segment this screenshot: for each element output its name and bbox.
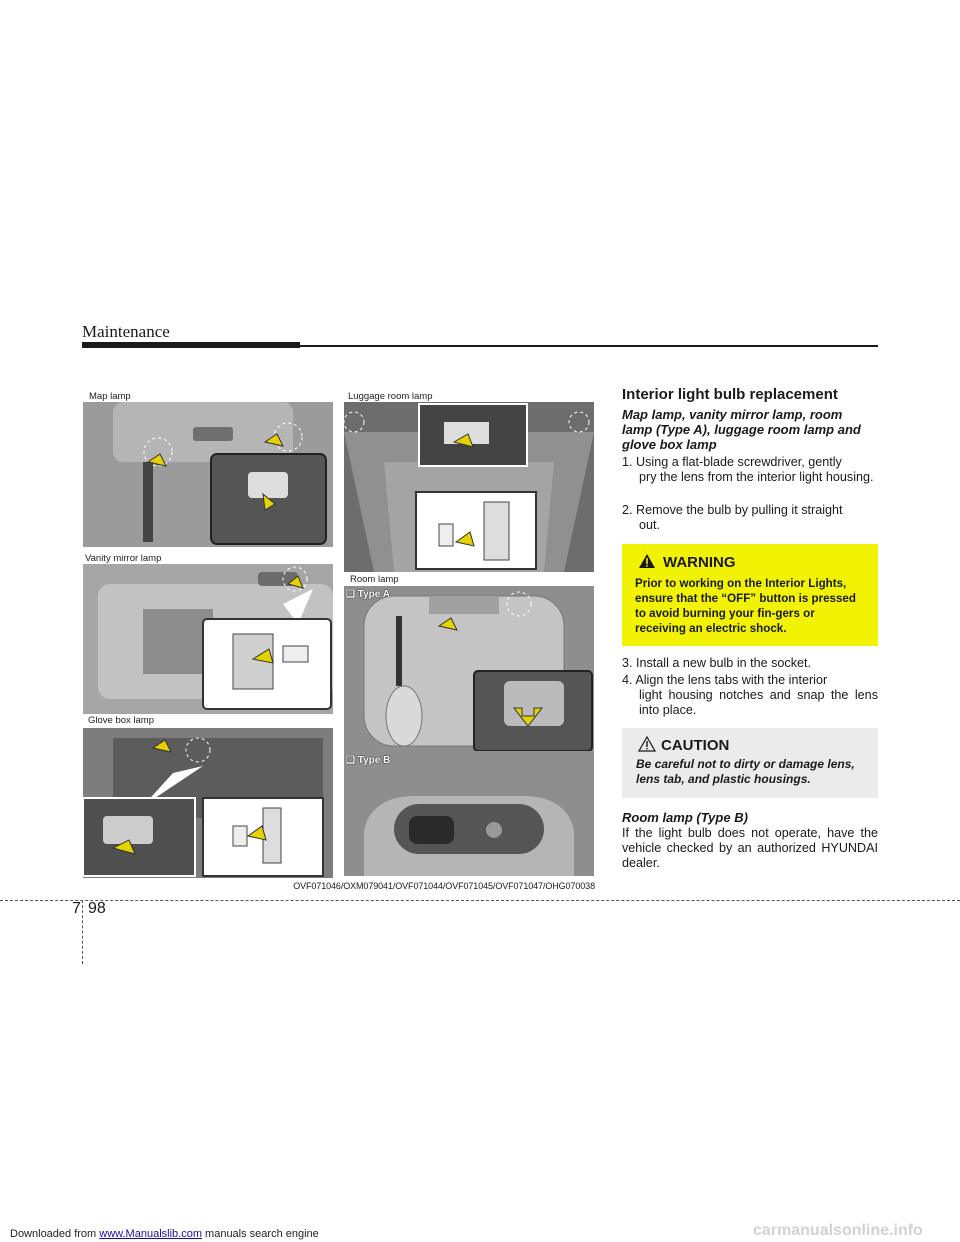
vanity-mirror-lamp-image xyxy=(83,564,333,714)
warning-text: Prior to working on the Interior Lights, ensure that the “OFF” button is pressed to avoid burning your fin-gers or receiving an electric shock. xyxy=(635,577,856,635)
step-4-text-b: light housing notches and snap the lens into place. xyxy=(639,688,878,717)
figure-codes: OVF071046/OXM079041/OVF071044/OVF071045/OVF071047/OHG070038 xyxy=(293,881,595,891)
step-1-text-b: pry the lens from the interior light housing. xyxy=(639,470,874,484)
step-2-text-a: Remove the bulb by pulling it straight xyxy=(636,503,843,517)
header-rule-accent xyxy=(82,342,300,348)
step-1 xyxy=(622,455,878,485)
room-lamp-b-paragraph: If the light bulb does not operate, have the vehicle checked by an authorized HYUNDAI dealer. xyxy=(622,826,878,870)
step-4-number: 4. xyxy=(622,673,633,687)
room-lamp-image xyxy=(344,586,594,876)
step-2-number: 2. xyxy=(622,503,633,517)
luggage-room-lamp-label: Luggage room lamp xyxy=(348,391,433,402)
manualslib-link[interactable]: www.Manualslib.com xyxy=(99,1228,202,1240)
caution-text: Be careful not to dirty or damage lens, lens tab, and plastic housings. xyxy=(636,757,855,786)
page-number: 98 xyxy=(88,900,106,917)
map-lamp-image xyxy=(83,402,333,547)
download-prefix: Downloaded from xyxy=(10,1228,100,1240)
map-lamp-label: Map lamp xyxy=(89,391,131,402)
step-4-text-a: Align the lens tabs with the interior xyxy=(635,673,828,687)
warning-triangle-icon xyxy=(638,553,656,574)
caution-triangle-icon xyxy=(638,736,656,757)
subsection-title-1: Map lamp, vanity mirror lamp, room lamp (Type A), luggage room lamp and glove box lamp xyxy=(622,407,861,452)
step-1-text-a: Using a flat-blade screwdriver, gently xyxy=(636,455,842,469)
type-a-label: ❑ Type A xyxy=(346,589,390,600)
step-2-text-b: out. xyxy=(639,518,661,532)
room-lamp-label: Room lamp xyxy=(350,574,399,585)
subsection-title-2: Room lamp (Type B) xyxy=(622,810,748,825)
step-3: 3. Install a new bulb in the socket. xyxy=(622,656,812,670)
glove-box-lamp-label: Glove box lamp xyxy=(88,715,155,726)
glove-box-lamp-image xyxy=(83,728,333,878)
warning-title: WARNING xyxy=(663,554,736,571)
luggage-room-lamp-image xyxy=(344,402,594,572)
step-2 xyxy=(622,503,878,533)
footer-vertical-divider xyxy=(82,900,83,964)
vanity-mirror-lamp-label: Vanity mirror lamp xyxy=(85,553,162,564)
step-4 xyxy=(622,673,878,718)
page-section-title: Maintenance xyxy=(82,322,170,341)
caution-title: CAUTION xyxy=(661,737,730,754)
type-b-label: ❑ Type B xyxy=(346,755,391,766)
footer-divider xyxy=(0,900,960,901)
section-title: Interior light bulb replacement xyxy=(622,386,838,403)
download-suffix: manuals search engine xyxy=(201,1228,319,1240)
watermark: carmanualsonline.info xyxy=(753,1222,923,1239)
chapter-number: 7 xyxy=(72,900,81,917)
download-notice xyxy=(10,1228,319,1240)
step-1-number: 1. xyxy=(622,455,633,469)
